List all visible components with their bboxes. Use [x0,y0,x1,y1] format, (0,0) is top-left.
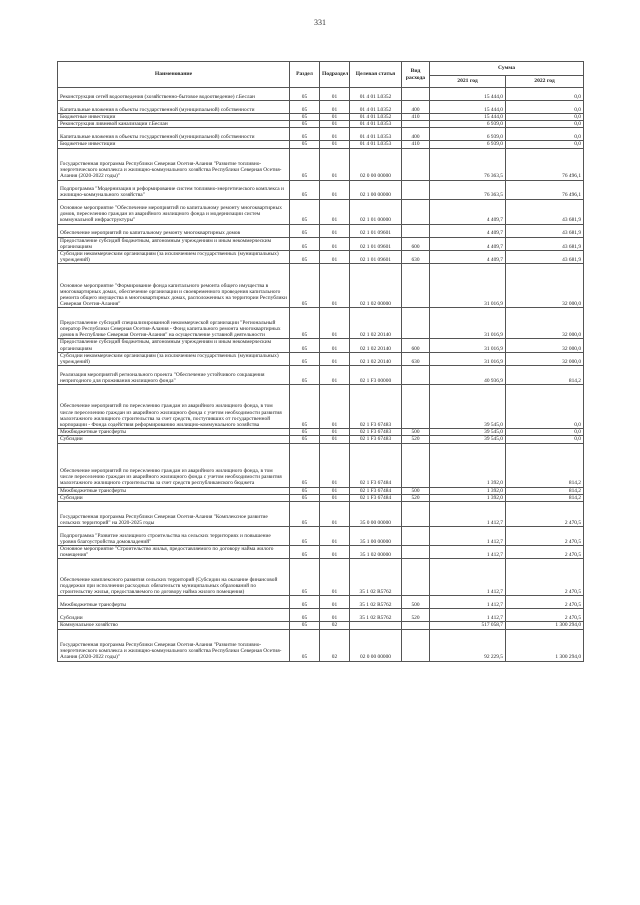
row-section-cell: 05 [290,609,320,622]
row-sum-2021-cell: 1 412,7 [430,527,506,546]
row-target-cell: 01 4 01 L0353 [350,128,402,141]
row-subsection-cell: 01 [320,436,350,443]
row-target-cell: 02 1 F3 67484 [350,443,402,487]
row-sum-2022-cell: 2 470,5 [506,527,584,546]
row-subsection-cell: 01 [320,148,350,180]
row-kind-cell: 630 [402,352,430,365]
row-subsection-cell: 01 [320,251,350,264]
row-target-cell [350,622,402,629]
table-row [58,527,584,546]
row-target-cell: 02 1 02 20140 [350,339,402,352]
row-kind-cell: 520 [402,609,430,622]
row-section-cell: 05 [290,352,320,365]
row-subsection-cell: 01 [320,609,350,622]
row-subsection-cell: 02 [320,622,350,629]
table-row [58,224,584,237]
row-kind-cell [402,546,430,559]
row-sum-2022-cell: 0,0 [506,385,584,429]
row-kind-cell: 520 [402,436,430,443]
row-section-cell: 05 [290,366,320,385]
row-sum-2021-cell: 31 016,9 [430,308,506,339]
row-target-cell: 35 0 00 00000 [350,502,402,527]
row-kind-cell: 500 [402,429,430,436]
row-sum-2022-cell: 2 470,5 [506,546,584,559]
row-section-cell: 05 [290,487,320,494]
row-kind-cell [402,121,430,128]
row-target-cell: 35 1 00 00000 [350,527,402,546]
row-sum-2022-cell: 43 681,9 [506,237,584,250]
row-sum-2021-cell: 15 444,0 [430,88,506,101]
row-section-cell: 05 [290,527,320,546]
row-sum-2021-cell: 31 016,9 [430,352,506,365]
row-section-cell: 05 [290,114,320,121]
row-sum-2021-cell: 31 016,9 [430,339,506,352]
row-kind-cell: 410 [402,114,430,121]
row-sum-2022-cell: 814,2 [506,494,584,501]
table-row [58,546,584,559]
row-sum-2022-cell: 0,0 [506,121,584,128]
row-target-cell: 01 4 01 L0352 [350,101,402,114]
row-kind-cell: 410 [402,141,430,148]
row-sum-2021-cell: 1 392,0 [430,487,506,494]
row-sum-2022-cell: 0,0 [506,429,584,436]
row-sum-2021-cell: 39 545,0 [430,436,506,443]
row-sum-2021-cell: 31 016,9 [430,264,506,308]
row-sum-2021-cell: 6 939,0 [430,128,506,141]
row-name-cell: Государственная программа Республики Северная Осетия-Алания "Комплексное развитие сельских территорий" на 2020-2025 годы [58,502,290,527]
table-row [58,429,584,436]
row-section-cell: 05 [290,224,320,237]
row-subsection-cell: 01 [320,559,350,596]
row-kind-cell [402,502,430,527]
row-target-cell: 01 4 01 L0352 [350,114,402,121]
row-section-cell: 05 [290,128,320,141]
table-row [58,352,584,365]
row-target-cell: 02 1 F3 67484 [350,487,402,494]
table-row [58,264,584,308]
row-sum-2022-cell: 32 000,0 [506,352,584,365]
row-section-cell: 05 [290,180,320,199]
row-section-cell: 05 [290,622,320,629]
table-row [58,237,584,250]
row-name-cell: Бюджетные инвестиции [58,114,290,121]
row-sum-2022-cell: 43 681,9 [506,224,584,237]
row-name-cell: Субсидии некоммерческим организациям (за исключением государственных (муниципальных) учреждений) [58,352,290,365]
row-target-cell: 02 1 F3 00000 [350,366,402,385]
row-kind-cell [402,199,430,224]
row-name-cell: Государственная программа Республики Северная Осетия-Алания "Развитие топливно-энергетического комплекса и жилищно-коммунального хозяйства Республики Северная Осетия-Алания (2020-2022 годы)" [58,148,290,180]
row-sum-2021-cell: 15 444,0 [430,114,506,121]
row-target-cell: 02 1 02 00000 [350,264,402,308]
header-subsection: Подраздел [320,62,350,88]
row-target-cell: 02 0 00 00000 [350,629,402,661]
row-target-cell: 02 1 F3 67483 [350,385,402,429]
row-kind-cell: 500 [402,596,430,609]
row-name-cell: Подпрограмма "Модернизация и реформирование систем топливно-энергетического комплекса и жилищно-коммунального хозяйства" [58,180,290,199]
row-subsection-cell: 01 [320,128,350,141]
table-row [58,443,584,487]
header-sum: Сумма [430,62,584,76]
row-section-cell: 05 [290,385,320,429]
table-row [58,385,584,429]
row-section-cell: 05 [290,308,320,339]
row-sum-2021-cell: 1 392,0 [430,494,506,501]
row-target-cell: 02 1 01 09601 [350,237,402,250]
table-row [58,101,584,114]
row-sum-2021-cell: 92 229,5 [430,629,506,661]
row-sum-2021-cell: 4 409,7 [430,237,506,250]
row-section-cell: 05 [290,546,320,559]
header-2022: 2022 год [506,76,584,88]
table-row [58,251,584,264]
budget-table [57,61,584,662]
header-section: Раздел [290,62,320,88]
row-name-cell: Основное мероприятие "Формирование фонда капитального ремонта общего имущества в многоквартирных домах, обеспечение организации и своевременного проведения капитального ремонта общего имущества в многоквартирных домах, расположенных на территории Республики Северная Осетия-Алания" [58,264,290,308]
row-kind-cell: 600 [402,339,430,352]
table-row [58,366,584,385]
row-sum-2022-cell: 1 300 294,0 [506,629,584,661]
row-name-cell: Бюджетные инвестиции [58,141,290,148]
row-name-cell: Подпрограмма "Развитие жилищного строительства на сельских территориях и повышение уровня благоустройства домовладений" [58,527,290,546]
row-target-cell: 35 1 02 R5762 [350,559,402,596]
row-sum-2022-cell: 0,0 [506,436,584,443]
row-sum-2021-cell: 15 444,0 [430,101,506,114]
row-kind-cell [402,180,430,199]
page-number: 331 [314,18,326,27]
row-section-cell: 05 [290,429,320,436]
row-subsection-cell: 01 [320,308,350,339]
row-section-cell: 05 [290,141,320,148]
row-name-cell: Государственная программа Республики Северная Осетия-Алания "Развитие топливно-энергетического комплекса и жилищно-коммунального хозяйства Республики Северная Осетия-Алания (2020-2022 годы)" [58,629,290,661]
row-sum-2022-cell: 1 300 294,0 [506,622,584,629]
row-sum-2021-cell: 1 392,0 [430,443,506,487]
row-subsection-cell: 01 [320,352,350,365]
row-section-cell: 05 [290,199,320,224]
row-sum-2022-cell: 32 000,0 [506,339,584,352]
table-row [58,141,584,148]
row-sum-2021-cell: 4 409,7 [430,199,506,224]
table-row [58,114,584,121]
row-sum-2022-cell: 0,0 [506,88,584,101]
row-name-cell: Предоставление субсидий бюджетным, автономным учреждениям и иным некоммерческим организациям [58,339,290,352]
row-kind-cell: 520 [402,494,430,501]
row-target-cell: 02 1 01 00000 [350,199,402,224]
row-kind-cell [402,264,430,308]
row-target-cell: 02 1 01 09601 [350,251,402,264]
row-name-cell: Капитальные вложения в объекты государственной (муниципальной) собственности [58,128,290,141]
row-kind-cell [402,88,430,101]
row-subsection-cell: 01 [320,88,350,101]
row-sum-2021-cell: 39 545,0 [430,385,506,429]
row-target-cell: 01 4 01 L0353 [350,141,402,148]
table-row [58,121,584,128]
row-target-cell: 02 1 F3 67484 [350,494,402,501]
row-target-cell: 02 1 F3 67483 [350,436,402,443]
row-name-cell: Основное мероприятие "Строительство жилья, предоставляемого по договору найма жилого помещения" [58,546,290,559]
row-section-cell: 05 [290,237,320,250]
row-sum-2021-cell: 1 412,7 [430,609,506,622]
row-target-cell: 35 1 02 R5762 [350,609,402,622]
row-kind-cell [402,622,430,629]
table-body [58,88,584,662]
row-sum-2022-cell: 814,2 [506,366,584,385]
table-row [58,596,584,609]
row-sum-2021-cell: 40 936,9 [430,366,506,385]
row-section-cell: 05 [290,339,320,352]
row-sum-2022-cell: 32 000,0 [506,308,584,339]
row-name-cell: Межбюджетные трансферты [58,596,290,609]
row-section-cell: 05 [290,88,320,101]
header-kind: Вид расхода [402,62,430,88]
row-name-cell: Субсидии [58,609,290,622]
row-sum-2021-cell: 1 412,7 [430,596,506,609]
table-row [58,199,584,224]
row-sum-2021-cell: 4 409,7 [430,224,506,237]
row-name-cell: Обеспечение комплексного развития сельских территорий (Субсидии на оказание финансовой поддержки при исполнении расходных обязательств муниципальных образований по строительству жилья, предоставляемого по договору найма жилого помещения) [58,559,290,596]
row-kind-cell: 600 [402,237,430,250]
row-sum-2021-cell: 4 409,7 [430,251,506,264]
row-sum-2022-cell: 814,2 [506,487,584,494]
table-row [58,494,584,501]
row-name-cell: Межбюджетные трансферты [58,429,290,436]
row-sum-2022-cell: 0,0 [506,101,584,114]
row-name-cell: Предоставление субсидий специализированной некоммерческой организации "Региональный оператор Республики Северная Осетия-Алания - Фонд капитального ремонта многоквартирных домов в Республике Северная Осетия-Алания" на осуществление уставной деятельности [58,308,290,339]
table-row [58,180,584,199]
row-name-cell: Субсидии [58,494,290,501]
row-subsection-cell: 01 [320,114,350,121]
row-kind-cell: 400 [402,128,430,141]
row-section-cell: 05 [290,148,320,180]
row-sum-2022-cell: 2 470,5 [506,609,584,622]
row-section-cell: 05 [290,502,320,527]
table-row [58,128,584,141]
table-row [58,148,584,180]
row-subsection-cell: 01 [320,199,350,224]
row-kind-cell: 400 [402,101,430,114]
row-sum-2021-cell: 76 363,5 [430,148,506,180]
table-row [58,502,584,527]
row-target-cell: 35 1 02 R5762 [350,596,402,609]
row-subsection-cell: 01 [320,101,350,114]
row-target-cell: 01 4 01 L0352 [350,88,402,101]
row-section-cell: 05 [290,559,320,596]
row-name-cell: Субсидии некоммерческим организациям (за исключением государственных (муниципальных) учреждений) [58,251,290,264]
header-name: Наименование [58,62,290,88]
row-kind-cell [402,224,430,237]
row-name-cell: Основное мероприятие "Обеспечение мероприятий по капитальному ремонту многоквартирных домов, переселению граждан из аварийного жилищного фонда и модернизации систем коммунальной инфраструктуры" [58,199,290,224]
row-sum-2021-cell: 517 058,7 [430,622,506,629]
row-sum-2021-cell: 1 412,7 [430,559,506,596]
row-sum-2022-cell: 2 470,5 [506,502,584,527]
row-sum-2022-cell: 2 470,5 [506,559,584,596]
row-target-cell: 02 1 02 20140 [350,308,402,339]
row-subsection-cell: 01 [320,224,350,237]
table-row [58,609,584,622]
row-kind-cell [402,443,430,487]
row-name-cell: Межбюджетные трансферты [58,487,290,494]
table-row [58,629,584,661]
row-subsection-cell: 01 [320,494,350,501]
row-section-cell: 05 [290,443,320,487]
header-target: Целевая статья [350,62,402,88]
row-sum-2022-cell: 43 681,9 [506,199,584,224]
row-kind-cell [402,385,430,429]
table-row [58,559,584,596]
row-name-cell: Субсидии [58,436,290,443]
row-subsection-cell: 01 [320,527,350,546]
row-name-cell: Реконструкция ливневой канализации г.Беслан [58,121,290,128]
row-kind-cell [402,559,430,596]
row-name-cell: Коммунальное хозяйство [58,622,290,629]
row-subsection-cell: 01 [320,443,350,487]
row-target-cell: 02 1 02 20140 [350,352,402,365]
row-sum-2021-cell: 39 545,0 [430,429,506,436]
row-target-cell: 35 1 02 00000 [350,546,402,559]
row-subsection-cell: 01 [320,546,350,559]
row-section-cell: 05 [290,494,320,501]
row-section-cell: 05 [290,101,320,114]
row-section-cell: 05 [290,121,320,128]
table-row [58,339,584,352]
row-subsection-cell: 02 [320,629,350,661]
row-sum-2021-cell: 1 412,7 [430,546,506,559]
row-subsection-cell: 01 [320,141,350,148]
row-sum-2022-cell: 43 681,9 [506,251,584,264]
row-subsection-cell: 01 [320,366,350,385]
row-kind-cell [402,366,430,385]
row-name-cell: Обеспечение мероприятий по переселению граждан из аварийного жилищного фонда, в том числе переселению граждан из аварийного жилищного фонда с учетом необходимости развития малоэтажного жилищного строительства за счет средств, поступивших от государственной корпорации - Фонда содействия реформированию жилищно-коммунального хозяйства [58,385,290,429]
row-sum-2022-cell: 0,0 [506,128,584,141]
row-section-cell: 05 [290,596,320,609]
row-subsection-cell: 01 [320,429,350,436]
table-row [58,308,584,339]
row-name-cell: Капитальные вложения в объекты государственной (муниципальной) собственности [58,101,290,114]
row-sum-2021-cell: 6 939,0 [430,141,506,148]
row-kind-cell [402,527,430,546]
table-row [58,622,584,629]
row-subsection-cell: 01 [320,385,350,429]
row-subsection-cell: 01 [320,339,350,352]
row-name-cell: Реализация мероприятий регионального проекта "Обеспечение устойчивого сокращения непригодного для проживания жилищного фонда" [58,366,290,385]
table-row [58,436,584,443]
row-kind-cell [402,148,430,180]
row-sum-2022-cell: 76 496,1 [506,180,584,199]
row-name-cell: Предоставление субсидий бюджетным, автономным учреждениям и иным некоммерческим организациям [58,237,290,250]
row-target-cell: 02 1 01 09601 [350,224,402,237]
row-name-cell: Обеспечение мероприятий по переселению граждан из аварийного жилищного фонда, в том числе переселению граждан из аварийного жилищного фонда с учетом необходимости развития малоэтажного жилищного строительства за счет средств республиканского бюджета [58,443,290,487]
table-row [58,487,584,494]
row-subsection-cell: 01 [320,502,350,527]
row-subsection-cell: 01 [320,264,350,308]
row-section-cell: 05 [290,251,320,264]
row-sum-2021-cell: 6 939,0 [430,121,506,128]
row-target-cell: 02 0 00 00000 [350,148,402,180]
row-sum-2022-cell: 2 470,5 [506,596,584,609]
row-name-cell: Реконструкция сетей водоотведения (хозяйственно-бытовое водоотведение) г.Беслан [58,88,290,101]
row-name-cell: Обеспечение мероприятий по капитальному ремонту многоквартирных домов [58,224,290,237]
row-target-cell: 02 1 00 00000 [350,180,402,199]
row-sum-2021-cell: 1 412,7 [430,502,506,527]
row-sum-2022-cell: 76 496,1 [506,148,584,180]
row-kind-cell: 630 [402,251,430,264]
row-subsection-cell: 01 [320,596,350,609]
row-subsection-cell: 01 [320,487,350,494]
row-target-cell: 02 1 F3 67483 [350,429,402,436]
row-sum-2021-cell: 76 363,5 [430,180,506,199]
row-kind-cell [402,629,430,661]
row-sum-2022-cell: 0,0 [506,114,584,121]
table-row [58,88,584,101]
row-section-cell: 05 [290,436,320,443]
row-kind-cell [402,308,430,339]
row-sum-2022-cell: 814,2 [506,443,584,487]
header-2021: 2021 год [430,76,506,88]
row-subsection-cell: 01 [320,237,350,250]
row-subsection-cell: 01 [320,180,350,199]
row-sum-2022-cell: 0,0 [506,141,584,148]
row-sum-2022-cell: 32 000,0 [506,264,584,308]
row-section-cell: 05 [290,264,320,308]
row-section-cell: 05 [290,629,320,661]
row-subsection-cell: 01 [320,121,350,128]
row-target-cell: 01 4 01 L0353 [350,121,402,128]
row-kind-cell: 500 [402,487,430,494]
